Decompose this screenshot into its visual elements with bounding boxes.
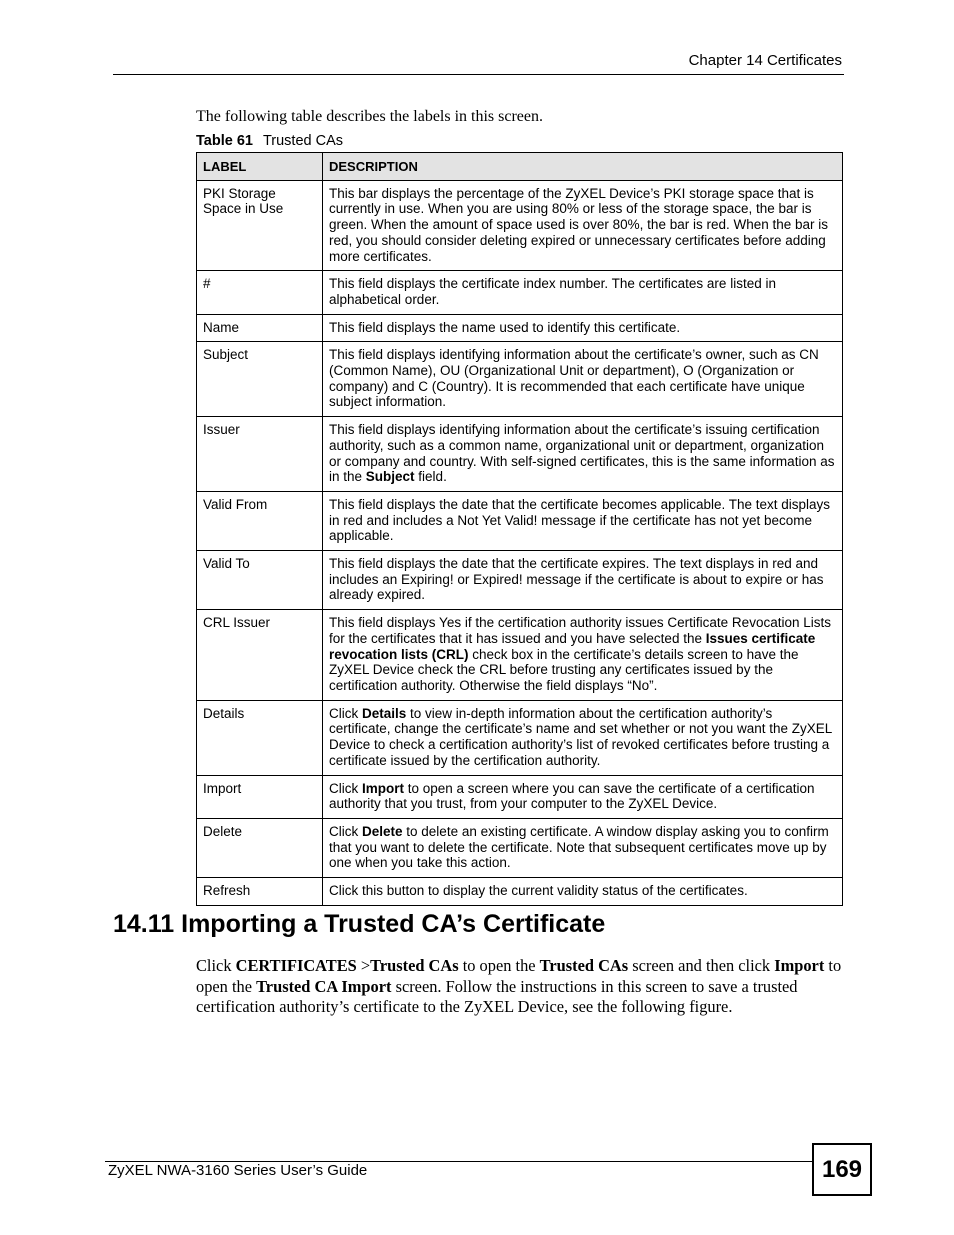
row-label: Subject: [197, 342, 323, 417]
table-row: [197, 775, 843, 818]
header-description: DESCRIPTION: [323, 153, 843, 181]
intro-text: The following table describes the labels in this screen.: [196, 108, 544, 125]
paragraph-bold: CERTIFICATES: [235, 956, 357, 975]
description-bold: Delete: [362, 823, 403, 839]
table-row: [197, 342, 843, 417]
row-description: [323, 700, 843, 775]
trusted-cas-table: [196, 152, 843, 906]
row-description: This field displays the date that the certificate becomes applicable. The text displays in red and includes a Not Yet Valid! message if the certificate has not yet become applicable.: [323, 491, 843, 550]
row-description: This field displays the certificate index number. The certificates are listed in alphabetical order.: [323, 271, 843, 314]
description-text: This field displays identifying information about the certificate’s issuing certification authority, such as a common name, organizational unit or department, organization or company and country. With self-signed certificates, this is the same information as in the: [329, 422, 835, 485]
description-text: Click: [329, 823, 362, 839]
table-caption-number: Table 61: [196, 133, 253, 149]
footer-guide-title: ZyXEL NWA-3160 Series User’s Guide: [108, 1162, 368, 1179]
description-text: to view in-depth information about the certification authority’s certificate, change the certificate’s name and set whether or not you want the ZyXEL Device to check a certification authority’s list of revoked certificates before trusting a certificate issued by the certification authority.: [329, 705, 832, 768]
table-row: [197, 491, 843, 550]
description-bold: Details: [362, 705, 407, 721]
row-label: Delete: [197, 818, 323, 877]
description-text: This field displays Yes if the certification authority issues Certificate Revocation Lists for the certificates that it has issued and you have selected the: [329, 615, 831, 646]
paragraph-bold: Trusted CAs: [370, 956, 459, 975]
row-label: #: [197, 271, 323, 314]
description-bold: Issues certificate revocation lists (CRL): [329, 630, 816, 662]
description-bold: Import: [362, 780, 404, 796]
paragraph-text: screen. Follow the instructions in this screen to save a trusted certification authority’s certificate to the ZyXEL Device, see the following figure.: [196, 976, 798, 1016]
row-description: This field displays identifying information about the certificate’s owner, such as CN (Common Name), OU (Organizational Unit or department), O (Organization or company) and C (Country). It is recommended that each certificate have unique subject information.: [323, 342, 843, 417]
section-heading: 14.11 Importing a Trusted CA’s Certificate: [113, 910, 606, 938]
description-bold: Subject: [365, 469, 415, 485]
table-row: [197, 700, 843, 775]
table-caption-title: Trusted CAs: [262, 133, 343, 149]
description-text: to delete an existing certificate. A window display asking you to confirm that you want to delete the certificate. Note that subsequent certificates move up by one when you take this action.: [329, 823, 829, 871]
row-label: Valid To: [197, 551, 323, 610]
row-label: PKI Storage Space in Use: [197, 180, 323, 271]
paragraph-bold: Import: [774, 956, 825, 975]
row-description: Click this button to display the current validity status of the certificates.: [323, 878, 843, 906]
row-description: [323, 417, 843, 492]
table-row: [197, 878, 843, 906]
table-row: [197, 180, 843, 271]
row-description: This bar displays the percentage of the ZyXEL Device’s PKI storage space that is currently in use. When you are using 80% or less of the storage space, the bar is green. When the amount of space used is over 80%, the bar is red. When the bar is red, you should consider deleting expired or unnecessary certificates before adding more certificates.: [323, 180, 843, 271]
row-label: Refresh: [197, 878, 323, 906]
table-row: [197, 314, 843, 342]
description-text: to open a screen where you can save the certificate of a certification authority that you trust, from your computer to the ZyXEL Device.: [329, 780, 815, 812]
row-description: This field displays the date that the certificate expires. The text displays in red and includes an Expiring! or Expired! message if the certificate is about to expire or has already expired.: [323, 551, 843, 610]
table-row: [197, 818, 843, 877]
paragraph-bold: Trusted CAs: [539, 956, 629, 975]
description-text: field.: [414, 469, 447, 485]
chapter-header: Chapter 14 Certificates: [688, 52, 842, 69]
description-text: Click: [329, 780, 362, 796]
row-label: Valid From: [197, 491, 323, 550]
row-label: Issuer: [197, 417, 323, 492]
paragraph-text: screen and then click: [628, 956, 775, 975]
table-row: [197, 271, 843, 314]
paragraph-text: to open the: [196, 956, 842, 996]
table-row: [197, 417, 843, 492]
paragraph-text: Click: [196, 956, 236, 975]
row-description: This field displays the name used to identify this certificate.: [323, 314, 843, 342]
row-label: Name: [197, 314, 323, 342]
table-row: [197, 610, 843, 701]
row-label: CRL Issuer: [197, 610, 323, 701]
table-header-row: [197, 153, 843, 181]
row-description: [323, 818, 843, 877]
table-caption: [196, 133, 343, 149]
section-paragraph: [196, 956, 846, 1018]
row-description: [323, 775, 843, 818]
paragraph-text: to open the: [458, 956, 540, 975]
row-description: [323, 610, 843, 701]
description-text: Click: [329, 705, 362, 721]
paragraph-text: >: [356, 956, 371, 975]
header-label: LABEL: [197, 153, 323, 181]
row-label: Details: [197, 700, 323, 775]
table-row: [197, 551, 843, 610]
description-text: check box in the certificate’s details screen to have the ZyXEL Device check the CRL before trusting any certificates issued by the certification authority. Otherwise the field displays “No”.: [329, 646, 799, 693]
header-rule: [113, 74, 844, 75]
page-number: 169: [812, 1143, 872, 1196]
row-label: Import: [197, 775, 323, 818]
paragraph-bold: Trusted CA Import: [256, 976, 392, 996]
